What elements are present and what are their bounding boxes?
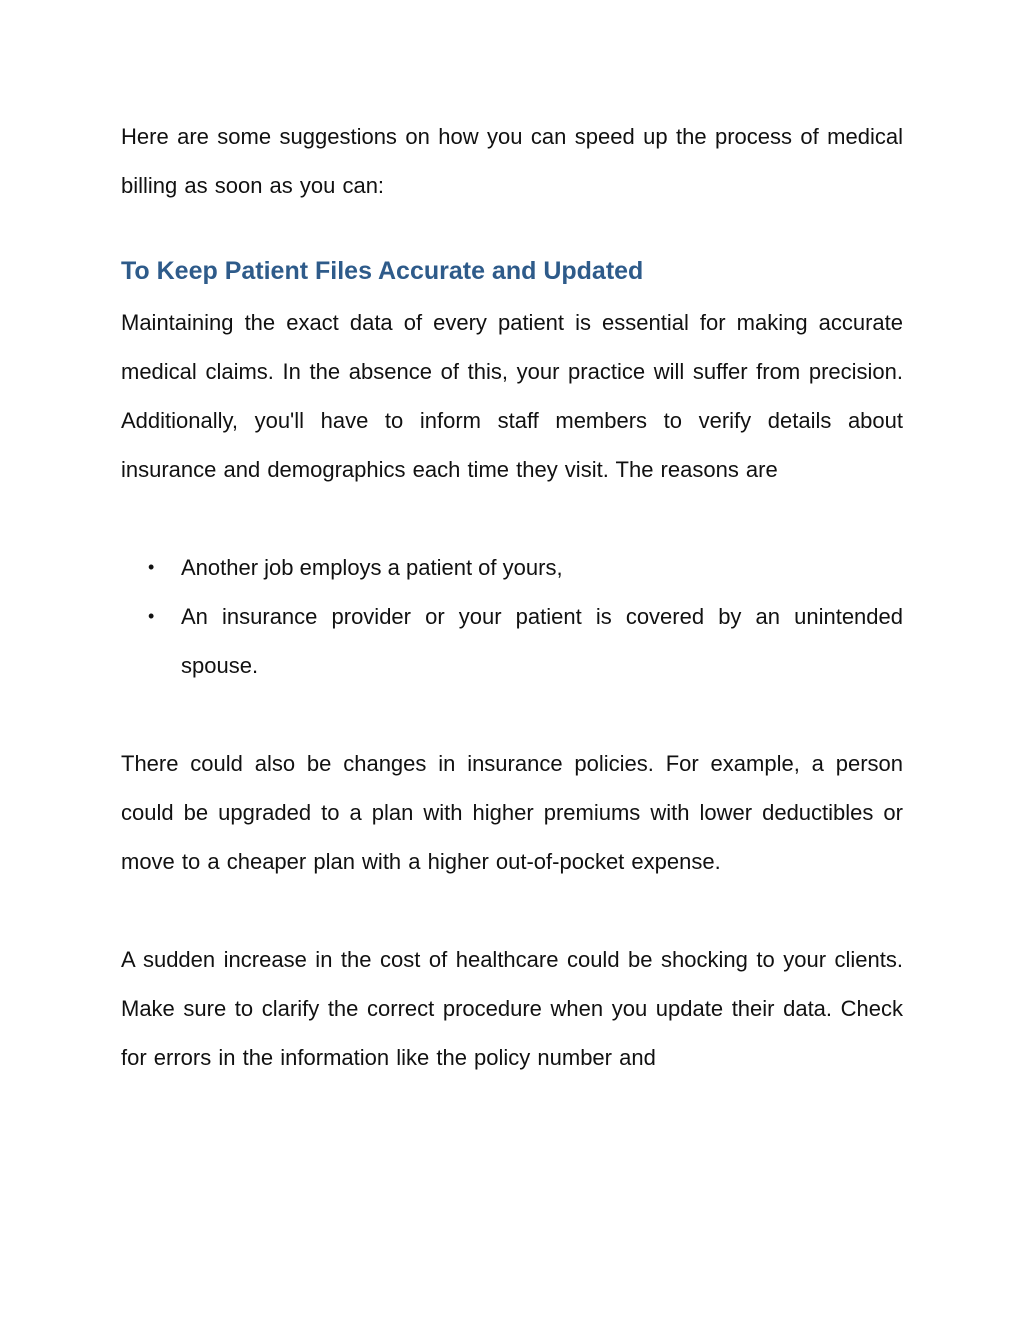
reasons-list [121, 543, 903, 690]
spacer [121, 690, 903, 739]
section-heading-wrapper [121, 247, 903, 296]
document-page [121, 112, 903, 1082]
body-paragraph-3: A sudden increase in the cost of healthcare could be shocking to your clients. Make sure to clarify the correct procedure when you update their data. Check for errors in the information like the policy number and [121, 947, 903, 1070]
list-item-text: An insurance provider or your patient is covered by an unintended spouse. [181, 604, 903, 678]
intro-paragraph: Here are some suggestions on how you can speed up the process of medical billing as soon as you can: [121, 124, 903, 198]
spacer [121, 210, 903, 247]
spacer [121, 886, 903, 935]
bullet-icon: • [148, 557, 155, 577]
bullet-icon: • [148, 606, 155, 626]
list-item [121, 543, 903, 592]
section-heading: To Keep Patient Files Accurate and Updated [121, 257, 644, 285]
spacer [121, 494, 903, 543]
body-paragraph-1: Maintaining the exact data of every patient is essential for making accurate medical claims. In the absence of this, your practice will suffer from precision. Additionally, you'll have to inform staff members to verify details about insurance and demographics each time they visit. The reasons are [121, 310, 903, 482]
list-item-text: Another job employs a patient of yours, [181, 555, 563, 580]
list-item [121, 592, 903, 690]
body-paragraph-2: There could also be changes in insurance policies. For example, a person could be upgraded to a plan with higher premiums with lower deductibles or move to a cheaper plan with a higher out-of-pocket expense. [121, 751, 903, 874]
